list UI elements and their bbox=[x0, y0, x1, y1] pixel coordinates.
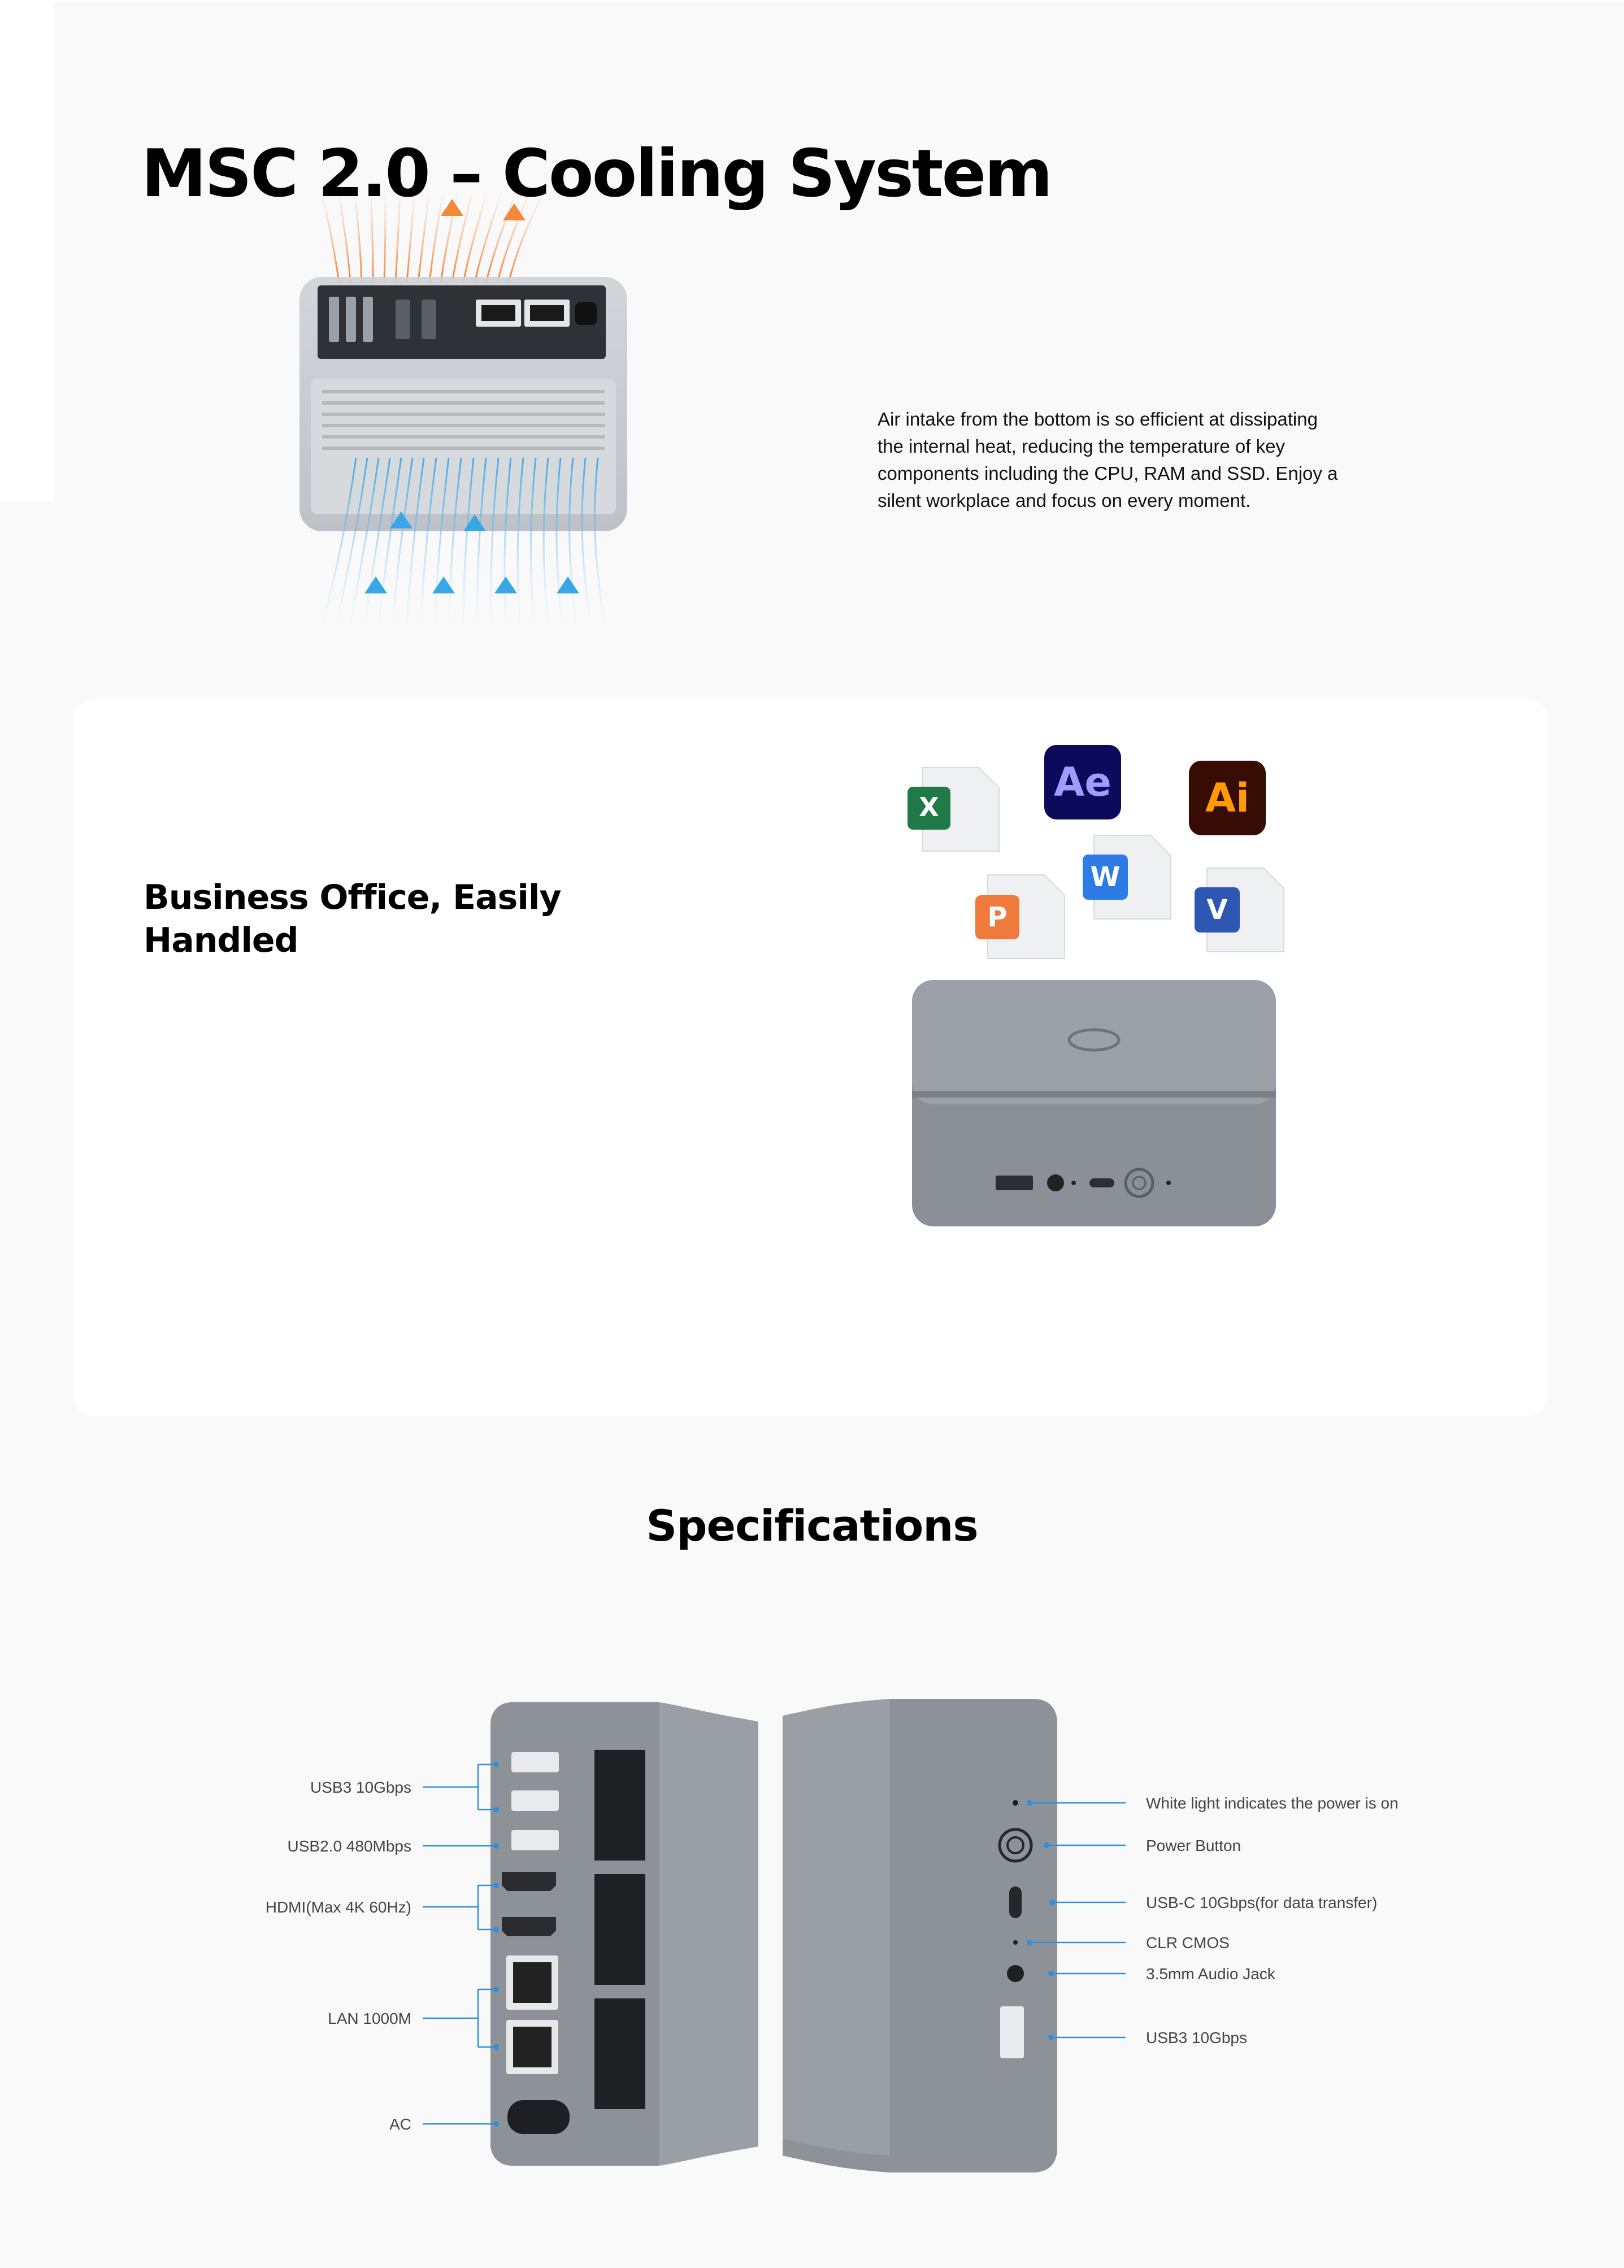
svg-text:X: X bbox=[919, 792, 939, 822]
label-power-button: Power Button bbox=[1146, 1837, 1241, 1854]
label-power-light: White light indicates the power is on bbox=[1146, 1794, 1399, 1812]
mini-pc-side bbox=[783, 1699, 1057, 2172]
label-ac: AC bbox=[389, 2115, 411, 2133]
cooling-description: Air intake from the bottom is so efficient at dissipating the internal heat, reducing the temperature of key components including the CPU, RAM and SSD. Enjoy a silent workplace and focus on every moment. bbox=[878, 409, 1338, 511]
svg-text:W: W bbox=[1090, 861, 1121, 893]
left-leaders bbox=[423, 1762, 499, 2127]
label-usb2: USB2.0 480Mbps bbox=[287, 1837, 411, 1855]
word-icon bbox=[1083, 835, 1171, 919]
cooling-illustration bbox=[288, 187, 639, 639]
label-lan: LAN 1000M bbox=[328, 2010, 411, 2027]
office-illustration bbox=[898, 729, 1294, 1238]
office-title: Business Office, Easily Handled bbox=[144, 878, 561, 960]
cooling-title: MSC 2.0 – Cooling System bbox=[141, 136, 1051, 212]
specs-diagram bbox=[0, 1673, 1624, 2210]
label-usb3-front: USB3 10Gbps bbox=[1146, 2029, 1247, 2046]
visio-icon bbox=[1195, 868, 1284, 952]
office-card bbox=[73, 699, 1548, 1416]
label-audio-jack: 3.5mm Audio Jack bbox=[1146, 1965, 1275, 1983]
mini-pc-back bbox=[490, 1702, 758, 2166]
label-usb3-rear: USB3 10Gbps bbox=[310, 1779, 411, 1796]
mini-pc-front bbox=[912, 980, 1276, 1226]
svg-text:V: V bbox=[1206, 894, 1228, 926]
svg-text:Ai: Ai bbox=[1205, 775, 1250, 821]
after-effects-icon bbox=[1044, 745, 1121, 819]
excel-icon bbox=[907, 767, 999, 851]
illustrator-icon bbox=[1189, 761, 1266, 835]
label-hdmi: HDMI(Max 4K 60Hz) bbox=[265, 1898, 411, 1916]
powerpoint-icon bbox=[975, 875, 1065, 959]
label-usb-c: USB-C 10Gbps(for data transfer) bbox=[1146, 1894, 1378, 1911]
specs-title: Specifications bbox=[646, 1501, 978, 1551]
svg-text:Ae: Ae bbox=[1054, 759, 1111, 805]
svg-text:P: P bbox=[987, 901, 1008, 933]
label-clr-cmos: CLR CMOS bbox=[1146, 1934, 1230, 1952]
